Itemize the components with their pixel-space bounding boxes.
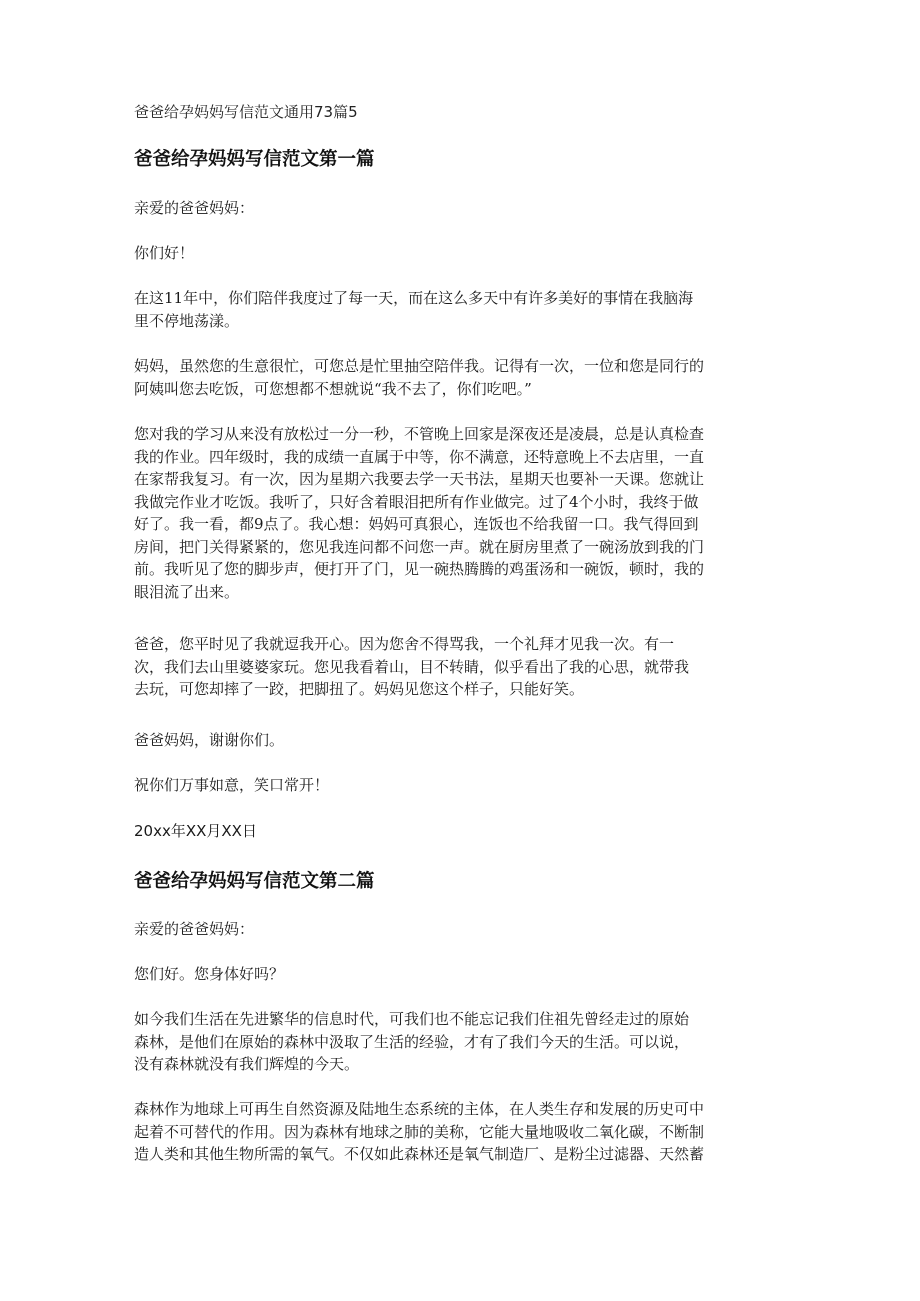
text-line: 在家帮我复习。有一次，因为星期六我要去学一天书法，星期天也要补一天课。您就让 [134, 470, 705, 488]
section-2-heading: 爸爸给孕妈妈写信范文第二篇 [134, 871, 375, 892]
section-1-paragraph-6: 祝你们万事如意，笑口常开！ [134, 776, 330, 794]
section-1-greeting: 你们好！ [134, 244, 195, 262]
section-1-heading: 爸爸给孕妈妈写信范文第一篇 [134, 149, 375, 170]
text-line: 森林作为地球上可再生自然资源及陆地生态系统的主体，在人类生存和发展的历史可中 [134, 1100, 705, 1118]
text-line: 我做完作业才吃饭。我听了，只好含着眼泪把所有作业做完。过了4个小时，我终于做 [134, 492, 699, 511]
section-2-paragraph-2 [134, 1098, 779, 1166]
text-line: 好了。我一看，都9点了。我心想：妈妈可真狠心，连饭也不给我留一口。我气得回到 [134, 515, 699, 533]
text-line: 我的作业。四年级时，我的成绩一直属于中等，你不满意，还特意晚上不去店里，一直 [134, 447, 705, 466]
text-line: 在这11年中，你们陪伴我度过了每一天，而在这么多天中有许多美好的事情在我脑海 [134, 289, 694, 307]
text-line: 房间，把门关得紧紧的，您见我连问都不问您一声。就在厨房里煮了一碗汤放到我的门 [134, 537, 705, 556]
section-1-paragraph-1 [134, 287, 779, 332]
section-1-paragraph-3 [134, 423, 779, 603]
text-line: 阿姨叫您去吃饭，可您想都不想就说“我不去了，你们吃吧。” [134, 379, 532, 398]
text-line: 您对我的学习从来没有放松过一分一秒，不管晚上回家是深夜还是凌晨，总是认真检查 [134, 425, 705, 443]
text-line: 爸爸，您平时见了我就逗我开心。因为您舍不得骂我，一个礼拜才见我一次。有一 [134, 635, 675, 653]
section-1-paragraph-5: 爸爸妈妈，谢谢你们。 [134, 731, 285, 749]
text-line: 前。我听见了您的脚步声，便打开了门，见一碗热腾腾的鸡蛋汤和一碗饭，顿时，我的 [134, 560, 705, 578]
section-2-greeting: 您们好。您身体好吗？ [134, 965, 285, 983]
text-line: 里不停地荡漾。 [134, 311, 240, 330]
section-1-paragraph-4 [134, 633, 779, 701]
section-2-paragraph-1 [134, 1008, 779, 1076]
document-title: 爸爸给孕妈妈写信范文通用73篇5 [134, 103, 358, 121]
text-line: 妈妈，虽然您的生意很忙，可您总是忙里抽空陪伴我。记得有一次，一位和您是同行的 [134, 357, 705, 375]
text-line: 造人类和其他生物所需的氧气。不仅如此森林还是氧气制造厂、是粉尘过滤器、天然蓄 [134, 1145, 705, 1163]
text-line: 眼泪流了出来。 [134, 582, 240, 601]
text-line: 森林，是他们在原始的森林中汲取了生活的经验，才有了我们今天的生活。可以说， [134, 1032, 690, 1051]
text-line: 去玩，可您却摔了一跤，把脚扭了。妈妈见您这个样子，只能好笑。 [134, 680, 585, 698]
section-2-salutation: 亲爱的爸爸妈妈： [134, 920, 255, 938]
section-1-salutation: 亲爱的爸爸妈妈： [134, 199, 255, 217]
text-line: 次，我们去山里婆婆家玩。您见我看着山，目不转睛，似乎看出了我的心思，就带我 [134, 657, 690, 676]
text-line: 如今我们生活在先进繁华的信息时代，可我们也不能忘记我们住祖先曾经走过的原始 [134, 1010, 690, 1028]
section-1-paragraph-2 [134, 355, 779, 400]
text-line: 没有森林就没有我们辉煌的今天。 [134, 1055, 360, 1073]
text-line: 起着不可替代的作用。因为森林有地球之肺的美称，它能大量地吸收二氧化碳，不断制 [134, 1122, 705, 1141]
section-1-date: 20xx年XX月XX日 [134, 822, 257, 840]
